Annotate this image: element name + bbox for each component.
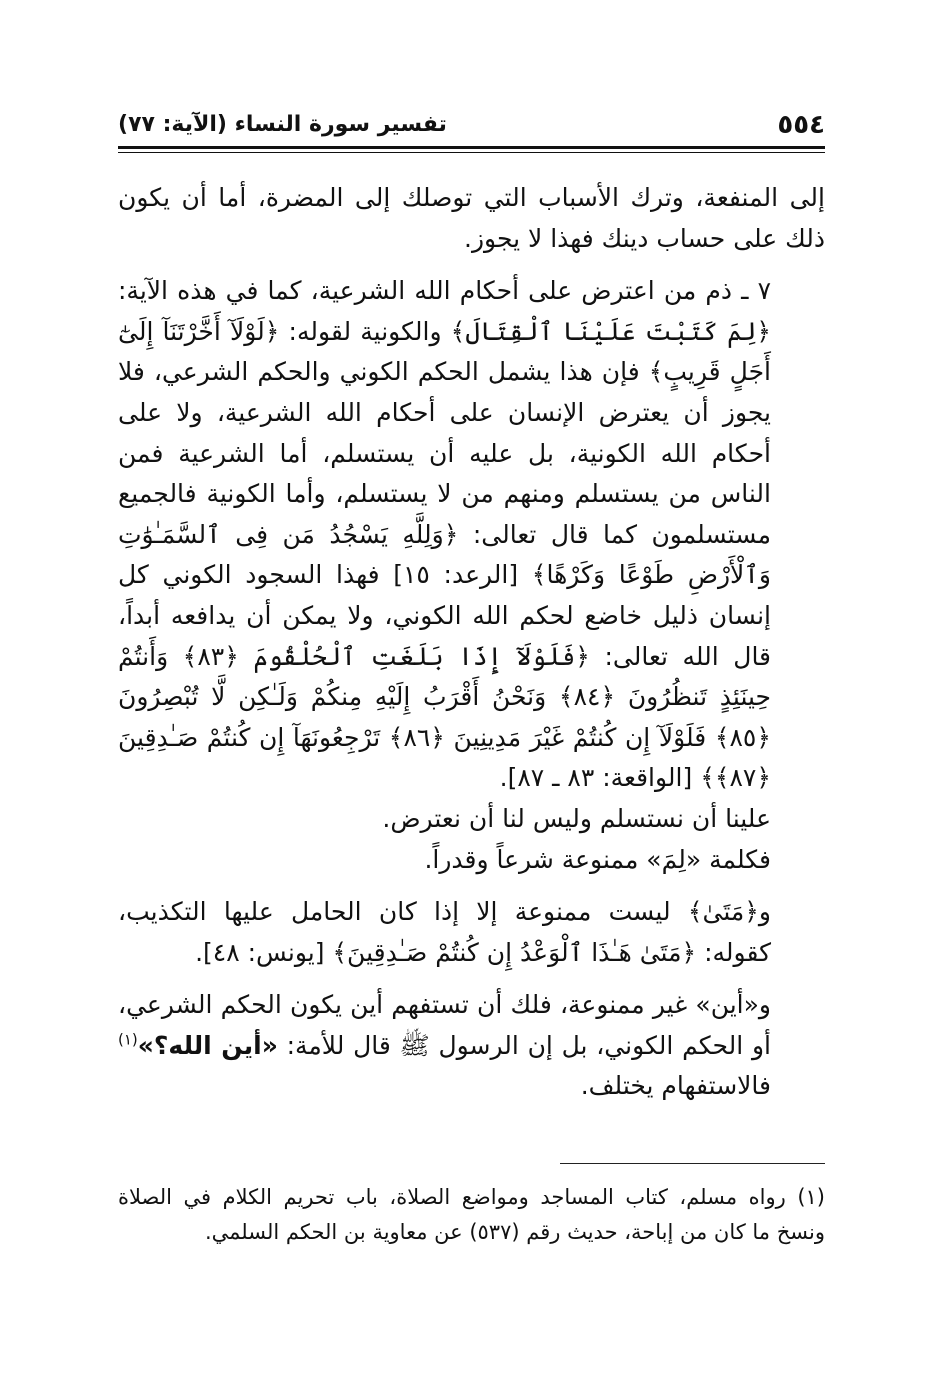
- paragraph-5-text-a: و: [758, 897, 771, 927]
- paragraph-6-text-b: فالاستفهام يختلف.: [580, 1071, 771, 1101]
- paragraph-6-text-a: و«أين» غير ممنوعة، فلك أن تستفهم أين يكون الحكم الشرعي، أو الحكم الكوني، بل إن الرسول ﷺ قال للأمة:: [118, 990, 771, 1060]
- paragraph-5-text-b: ليست ممنوعة إلا إذا كان الحامل عليها التكذيب، كقوله:: [118, 897, 771, 967]
- hadith-quote: «أين الله؟»: [137, 1030, 278, 1060]
- paragraph-2: [118, 271, 825, 799]
- quran-verse-3: ﴿وَلِلَّهِ يَسْجُدُ مَن فِى ٱلسَّمَـٰوَٰتِ وَٱلْأَرْضِ طَوْعًا وَكَرْهًا﴾: [118, 519, 771, 590]
- page-number: ٥٥٤: [777, 110, 825, 140]
- quran-verse-2: ﴿لَوْلَآ أَخَّرْتَنَآ إِلَىٰٓ أَجَلٍ قَرِيبٍ﴾: [118, 316, 771, 387]
- main-text: [118, 178, 825, 1107]
- paragraph-5-text-c: [يونس: ٤٨].: [195, 937, 333, 967]
- paragraph-5: [118, 892, 825, 973]
- paragraph-2-text-b: والكونية لقوله:: [279, 316, 451, 346]
- paragraph-2-text-c: فإن هذا يشمل الحكم الكوني والحكم الشرعي، فلا يجوز أن يعترض الإنسان على أحكام الله الشرعية، ولا على أحكام الله الكونية، بل عليه أن يستسلم، أما الشرعية فمن الناس من يستسلم ومنهم من لا يستسلم، وأما الكونية فالجميع مستسلمون كما قال تعالى:: [118, 357, 771, 549]
- quran-verse-4: ﴿فَلَوْلَآ إِذَا بَلَغَتِ ٱلْحُلْقُومَ ﴿٨٣﴾ وَأَنتُمْ حِينَئِذٍ تَنظُرُونَ ﴿٨٤﴾ وَنَحْنُ أَقْرَبُ إِلَيْهِ مِنكُمْ وَلَـٰكِن لَّا تُبْصِرُونَ ﴿٨٥﴾ فَلَوْلَآ إِن كُنتُمْ غَيْرَ مَدِينِينَ ﴿٨٦﴾ تَرْجِعُونَهَآ إِن كُنتُمْ صَـٰدِقِينَ ﴿٨٧﴾﴾: [118, 641, 771, 793]
- quran-verse-6: ﴿مَتَىٰ هَـٰذَا ٱلْوَعْدُ إِن كُنتُمْ صَـٰدِقِينَ﴾: [332, 937, 697, 967]
- running-title: تفسير سورة النساء (الآية: ٧٧): [118, 112, 447, 137]
- quran-verse-1: ﴿لِمَ كَتَبْتَ عَلَيْنَا ٱلْقِتَالَ﴾: [450, 316, 772, 346]
- page-header: [118, 108, 825, 142]
- footnote-text: (١) رواه مسلم، كتاب المساجد ومواضع الصلاة، باب تحريم الكلام في الصلاة ونسخ ما كان من إباحة، حديث رقم (٥٣٧) عن معاوية بن الحكم السلمي.: [118, 1185, 825, 1244]
- paragraph-2-text-e: [الواقعة: ٨٣ ـ ٨٧].: [499, 763, 701, 793]
- quran-verse-5: ﴿مَتَىٰ﴾: [687, 897, 759, 927]
- header-rule-thin: [118, 152, 825, 153]
- paragraph-2-text-a: ٧ ـ ذم من اعترض على أحكام الله الشرعية، كما في هذه الآية:: [118, 276, 771, 306]
- header-rule-thick: [118, 146, 825, 149]
- footnote-ref[interactable]: (١): [118, 1030, 138, 1049]
- paragraph-4: فكلمة «لِمَ» ممنوعة شرعاً وقدراً.: [424, 844, 771, 874]
- paragraph-3: علينا أن نستسلم وليس لنا أن نعترض.: [382, 803, 771, 833]
- paragraph-2-text-d: [الرعد: ١٥] فهذا السجود الكوني كل إنسان ذليل خاضع لحكم الله الكوني، ولا يمكن أن يدافعه أبداً، قال الله تعالى:: [118, 560, 772, 671]
- paragraph-1: إلى المنفعة، وترك الأسباب التي توصلك إلى المضرة، أما أن يكون ذلك على حساب دينك فهذا لا يجوز.: [118, 183, 825, 253]
- footnote: [118, 1180, 825, 1250]
- paragraph-6: [118, 985, 825, 1107]
- footnote-rule: [560, 1163, 825, 1164]
